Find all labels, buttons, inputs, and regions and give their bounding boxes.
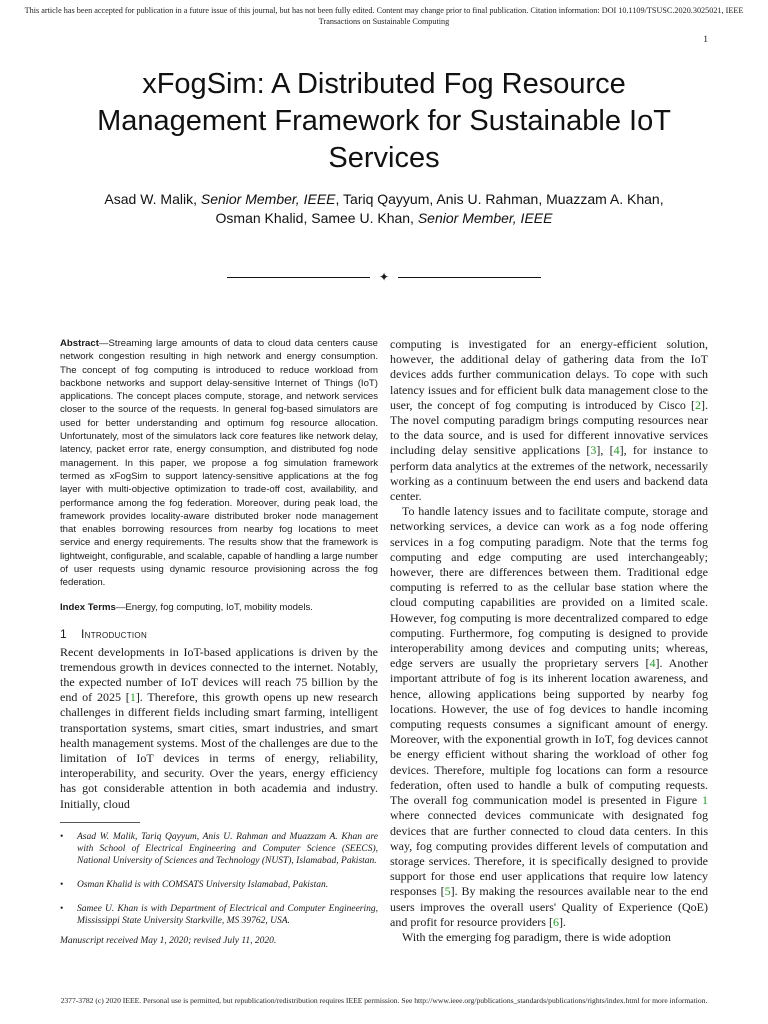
banner-line-2: Transactions on Sustainable Computing	[318, 17, 450, 26]
section-heading	[60, 627, 378, 641]
intro-paragraph-4: With the emerging fog paradigm, there is wide adoption	[402, 929, 671, 944]
text-run: ], [	[596, 443, 614, 458]
citation-link[interactable]: 4	[613, 443, 620, 458]
author-line-2	[60, 209, 708, 228]
diamond-icon: ✦	[378, 270, 390, 284]
citation-link[interactable]: 1	[129, 690, 136, 705]
footnote-rule	[60, 822, 140, 823]
citation-link[interactable]: 3	[590, 443, 597, 458]
citation-link[interactable]: 5	[444, 884, 451, 899]
author-line-1	[60, 190, 708, 209]
author-names: Osman Khalid, Samee U. Khan,	[215, 210, 414, 226]
author-list	[60, 190, 708, 228]
divider-line-left	[227, 277, 370, 278]
affiliation-note	[60, 831, 378, 867]
title-divider	[227, 270, 541, 284]
intro-paragraph-2	[390, 337, 708, 504]
bullet-icon: •	[60, 879, 64, 890]
text-run: ]. Therefore, this growth opens up new research challenges in different fields including smart farming, intelligent transportation systems, smart cities, smart industries, and smart health management systems. Most of the challenges are due to the limitation of IoT devices in terms of energy, reliability, interoperability, and security. Over the years, energy efficiency has got considerable attention in both academia and industry. Initially, cloud	[60, 690, 378, 811]
right-column	[390, 337, 708, 945]
section-number: 1	[60, 626, 67, 641]
abstract	[60, 337, 378, 590]
abstract-label: Abstract	[60, 338, 99, 349]
divider-line-right	[398, 277, 541, 278]
author-names: , Tariq Qayyum, Anis U. Rahman, Muazzam A. Khan,	[335, 191, 664, 207]
text-run: Recent developments in IoT-based applications is driven by the tremendous growth in devices connected to the internet. Notably, the expected number of IoT devices will reach 75 billion by the end of 2025 [	[60, 644, 378, 705]
author-role: Senior Member, IEEE	[200, 191, 336, 207]
affiliation-text: Samee U. Khan is with Department of Electrical and Computer Engineering, Mississippi State University Starkville, MS 39762, USA.	[77, 903, 378, 926]
manuscript-dates: Manuscript received May 1, 2020; revised July 11, 2020.	[60, 935, 277, 946]
abstract-text: —Streaming large amounts of data to cloud data centers cause network congestion resulting in high network and energy consumption. The concept of fog computing is introduced to reduce workload from backbone networks and support delay-sensitive Internet of Things (IoT) applications. The concept places compute, storage, and network services closer to the source of the requests. In general fog-based simulators are used for better understanding and optimum fog resource allocation. Unfortunately, most of the simulators lack core features like network delay, latency, packet error rate, energy consumption, and distributed fog node management. In this paper, we propose a fog simulation framework termed as xFogSim to support latency-sensitive applications at the fog layer with multi-objective optimization to trade-off cost, availability, and performance among the fog federation. Moreover, during peak load, the framework provides locality-aware distributed broker node management that enables borrowing resources from nearby fog locations to meet service and energy requirements. The results show that the framework is lightweight, configurable, and scalable, capable of handling a large number of user requests using dynamic resource provisioning across the fog federation.	[60, 338, 378, 589]
banner-line-1: This article has been accepted for publication in a future issue of this journal, but has not been fully edited. Content may change prior to final publication. Citation information: DOI 10.1109/TSUSC.2020.3025021, IEEE	[24, 6, 744, 15]
page-number: 1	[703, 35, 708, 45]
author-name: Asad W. Malik,	[104, 191, 197, 207]
text-run: ]. By making the resources available near to the end users improves the overall users' Quality of Experience (QoE) and profit for resource providers [	[390, 884, 709, 929]
section-title: Introduction	[80, 626, 148, 641]
text-run: where connected devices communicate with designated fog devices that are further connected to cloud data centers. In this way, fog computing provides different levels of computation and storage services. Therefore, it is specifically designed to provide support for those end user applications that require low latency responses [	[390, 808, 708, 899]
author-role: Senior Member, IEEE	[417, 210, 553, 226]
journal-banner	[20, 5, 748, 27]
text-run: ].	[558, 914, 566, 929]
citation-link[interactable]: 4	[649, 656, 656, 671]
figure-link[interactable]: 1	[702, 793, 708, 808]
index-terms-text: —Energy, fog computing, IoT, mobility models.	[115, 601, 313, 613]
text-run: ], for instance to perform data analytics at the extremes of the network, necessarily working as a continuum between the end users and backend data center.	[390, 443, 708, 504]
author-affiliations	[60, 831, 378, 927]
index-terms	[60, 601, 378, 614]
citation-link[interactable]: 6	[552, 914, 559, 929]
text-run: To handle latency issues and to facilitate compute, storage and networking services, a device can work as a fog node offering services in a fog computing paradigm. Note that the terms fog computing and edge computing are used interchangeably; however, there are differences between them. Traditional edge computing is referred to as the cellular base station where the cloud computing capabilities are provided on a limited scale. However, fog computing is more decentralized compared to edge computing. Furthermore, fog computing is designed to provide interoperability among devices and computing units; whereas, edge servers are usually the proprietary servers [	[390, 504, 708, 671]
affiliation-note	[60, 903, 378, 927]
affiliation-text: Asad W. Malik, Tariq Qayyum, Anis U. Rahman and Muazzam A. Khan are with School of Electrical Engineering and Computer Science (SEECS), National University of Sciences and Technology (NUST), Islamabad, Pakistan.	[77, 831, 378, 866]
text-run: computing is investigated for an energy-efficient solution, however, the additional delay of gathering data from the IoT devices adds further communication delays. To cope with such latency issues and for efficient bulk data management close to the user, the concept of fog computing is introduced by Cisco [	[390, 337, 708, 412]
left-column	[60, 337, 378, 947]
intro-paragraph-3	[390, 504, 708, 930]
bullet-icon: •	[60, 831, 64, 842]
text-run: ]. Another important attribute of fog is its inherent location awareness, and hence, allowing applications being supported by nearby fog locations. However, the use of fog devices to handle incoming computing requests consumes a significant amount of energy. Moreover, with the exponential growth in IoT, fog devices cannot be energy efficient without sharing the workload of other fog devices. Therefore, multiple fog locations can form a resource federation, often used to handle a bulk of computing requests. The overall fog communication model is presented in Figure	[390, 656, 708, 808]
affiliation-note	[60, 879, 378, 891]
affiliation-text: Osman Khalid is with COMSATS University Islamabad, Pakistan.	[77, 879, 329, 890]
text-run: ]. The novel computing paradigm brings computing resources near to the data source, and is used for different innovative services including delay sensitive applications [	[390, 397, 708, 458]
bullet-icon: •	[60, 903, 64, 914]
intro-paragraph-1	[60, 645, 378, 812]
citation-link[interactable]: 2	[695, 397, 701, 412]
paper-title: xFogSim: A Distributed Fog Resource Management Framework for Sustainable IoT Services	[97, 68, 671, 174]
copyright-footer: 2377-3782 (c) 2020 IEEE. Personal use is permitted, but republication/redistribution requires IEEE permission. See http://www.ieee.org/publications_standards/publications/rights/index.html for more information.	[60, 996, 708, 1005]
index-terms-label: Index Terms	[60, 601, 116, 613]
